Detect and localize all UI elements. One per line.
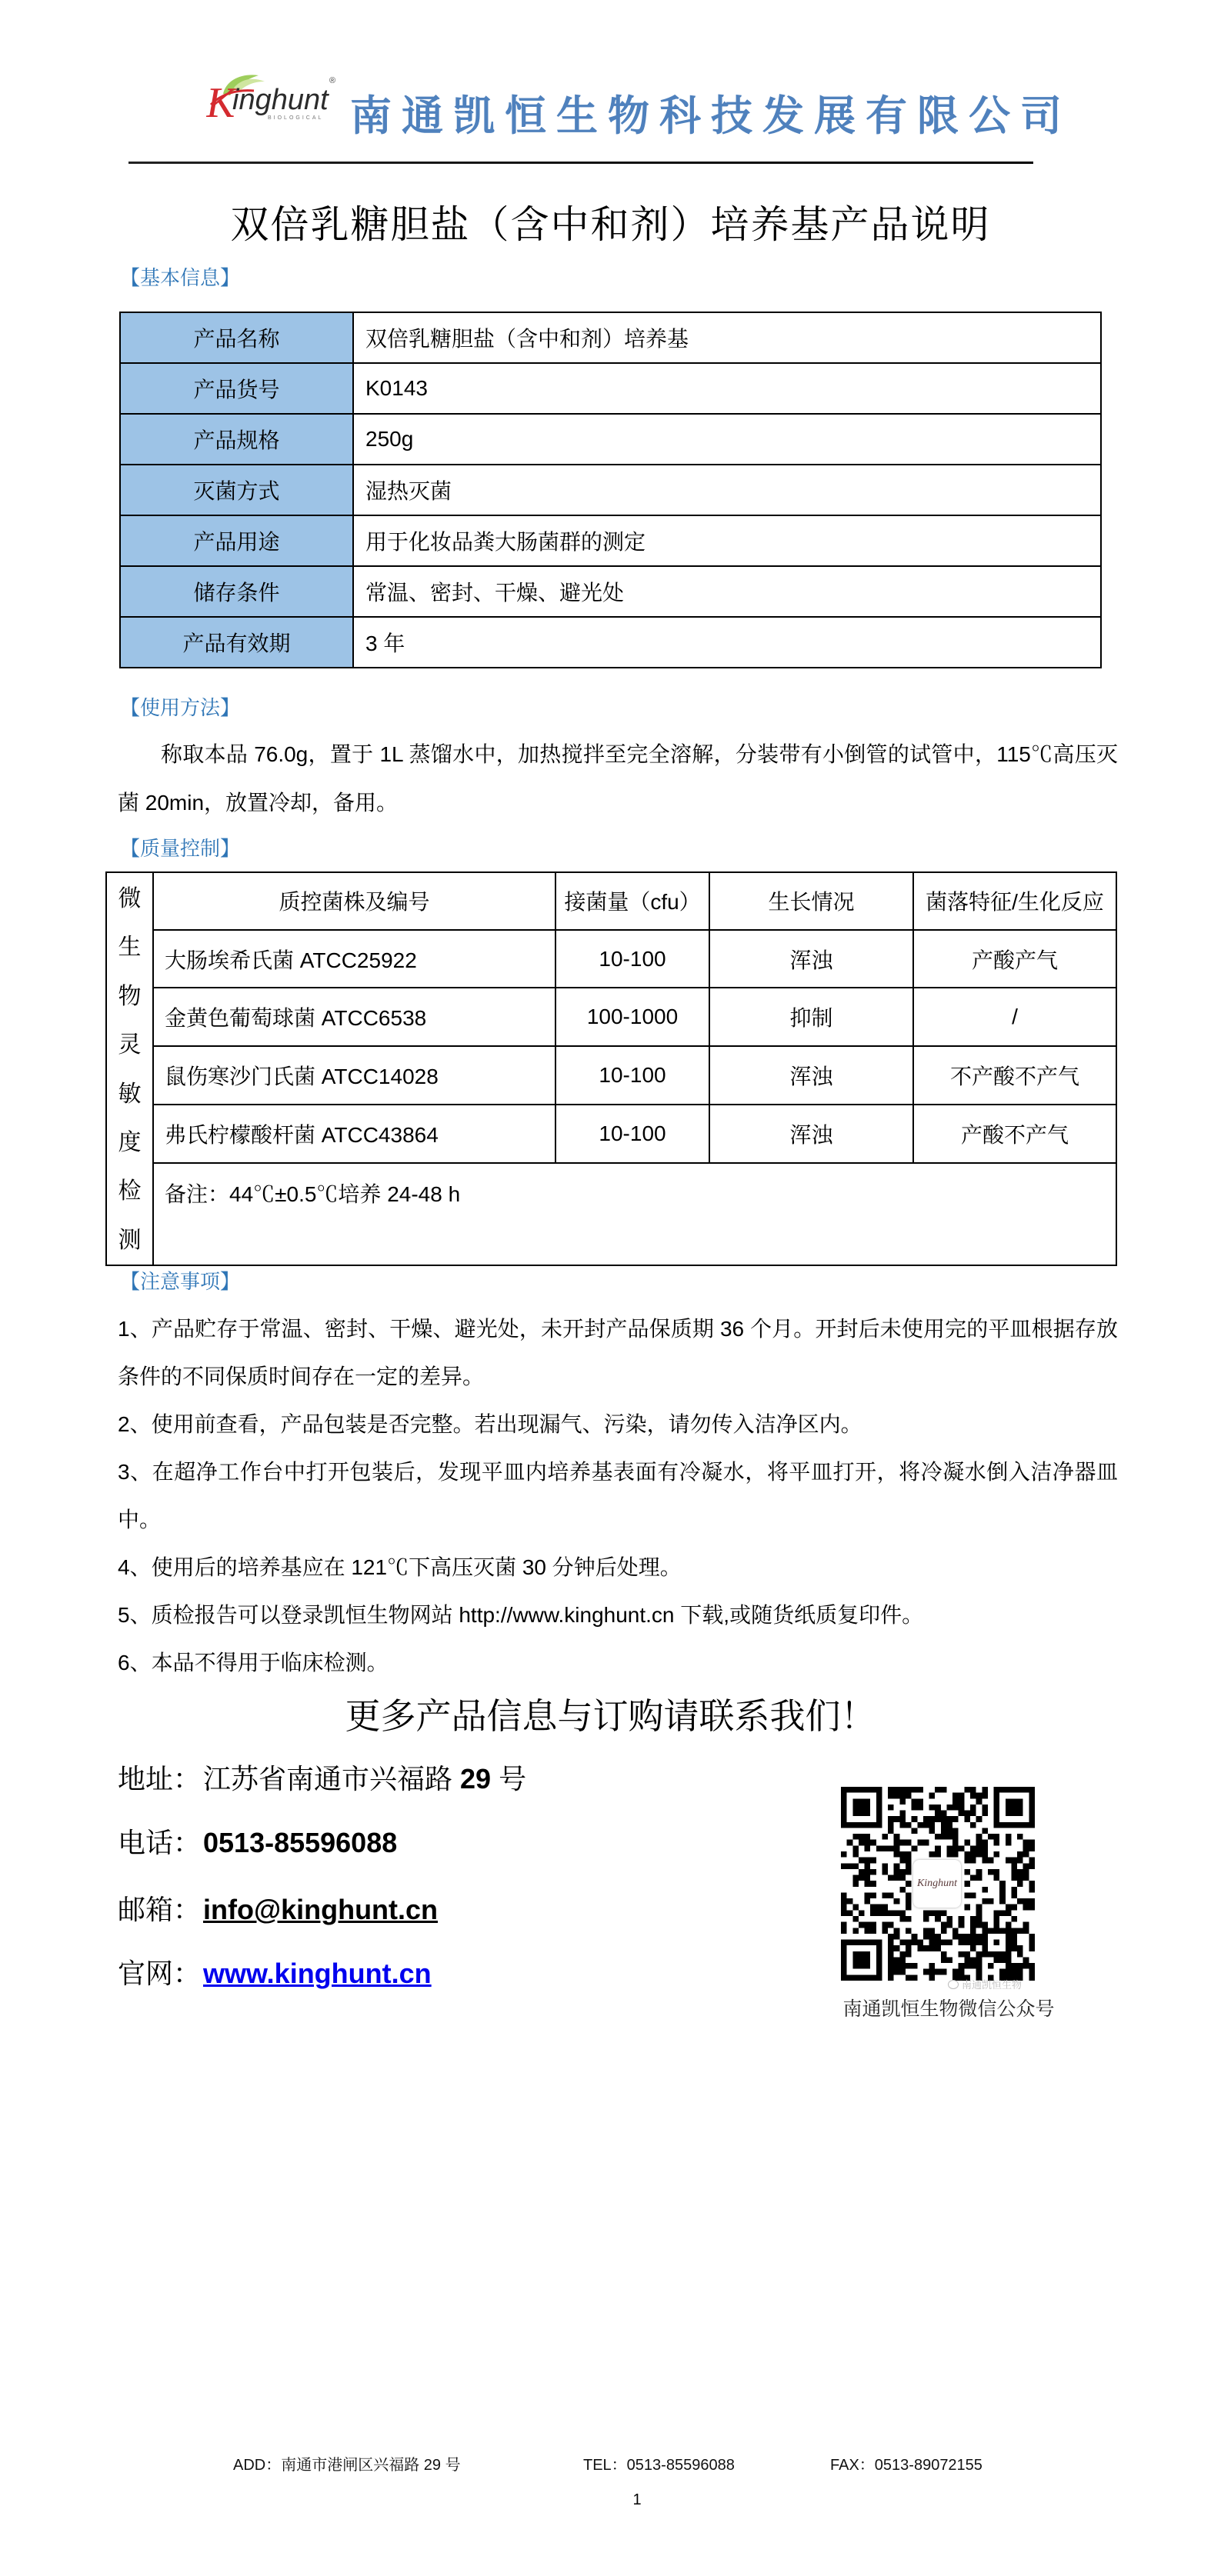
info-row xyxy=(120,363,1101,414)
info-value: 用于化妆品粪大肠菌群的测定 xyxy=(353,515,1101,566)
svg-text:inghunt: inghunt xyxy=(232,84,329,116)
info-row xyxy=(120,566,1101,617)
column-header-inoculum: 接菌量（cfu） xyxy=(555,872,709,930)
qr-watermark-text: 南通凯恒生物 xyxy=(962,1979,1023,1991)
header-divider xyxy=(128,162,1033,164)
growth-cell: 浑浊 xyxy=(709,1046,913,1105)
list-item: 2、使用前查看，产品包装是否完整。若出现漏气、污染，请勿传入洁净区内。 xyxy=(118,1412,862,1436)
info-value: 250g xyxy=(353,414,1101,465)
page-title: 双倍乳糖胆盐（含中和剂）培养基产品说明 xyxy=(230,203,991,246)
list-item: 4、使用后的培养基应在 121℃下高压灭菌 30 分钟后处理。 xyxy=(118,1555,682,1579)
reaction-cell: 不产酸不产气 xyxy=(913,1046,1116,1105)
table-row xyxy=(106,988,1116,1046)
table-row xyxy=(106,1046,1116,1105)
quality-control-table xyxy=(105,871,1117,1266)
side-label-char: 微 xyxy=(118,886,142,911)
side-label-char: 度 xyxy=(118,1129,142,1155)
info-row xyxy=(120,465,1101,515)
contact-phone xyxy=(118,1820,397,1866)
footer-fax: FAX：0513-89072155 xyxy=(830,2457,982,2474)
address-number: 29 xyxy=(460,1763,492,1795)
inoculum-cell: 100-1000 xyxy=(555,988,709,1046)
info-label: 产品有效期 xyxy=(120,617,353,668)
kinghunt-logo xyxy=(206,71,341,122)
list-item: 1、产品贮存于常温、密封、干燥、避光处，未开封产品保质期 36 个月。开封后未使用完的平皿根据存放条件的不同保质时间存在一定的差异。 xyxy=(118,1317,1118,1388)
side-label-char: 灵 xyxy=(118,1032,142,1058)
strain-cell: 弗氏柠檬酸杆菌 ATCC43864 xyxy=(153,1105,555,1163)
list-item: 6、本品不得用于临床检测。 xyxy=(118,1651,389,1675)
company-name: 南通凯恒生物科技发展有限公司 xyxy=(350,91,1072,140)
contact-heading: 更多产品信息与订购请联系我们！ xyxy=(345,1696,876,1736)
info-row xyxy=(120,617,1101,668)
website-link[interactable]: www.kinghunt.cn xyxy=(203,1958,432,1989)
page-number: 1 xyxy=(632,2491,642,2508)
basic-info-table xyxy=(119,312,1102,668)
section-heading-basic-info: 【基本信息】 xyxy=(120,266,241,289)
qc-header-row xyxy=(106,872,1116,930)
side-label-char: 物 xyxy=(118,983,142,1009)
inoculum-cell: 10-100 xyxy=(555,1105,709,1163)
contact-address xyxy=(118,1756,526,1802)
side-label-char: 生 xyxy=(118,935,142,961)
growth-cell: 浑浊 xyxy=(709,1105,913,1163)
strain-cell: 鼠伤寒沙门氏菌 ATCC14028 xyxy=(153,1046,555,1105)
side-label-char: 检 xyxy=(118,1178,142,1205)
address-label: 地址： xyxy=(118,1763,202,1795)
column-header-reaction: 菌落特征/生化反应 xyxy=(913,872,1116,930)
contact-email xyxy=(118,1887,438,1933)
table-row xyxy=(106,1105,1116,1163)
info-row xyxy=(120,312,1101,363)
info-value: 双倍乳糖胆盐（含中和剂）培养基 xyxy=(353,312,1101,363)
section-heading-notes: 【注意事项】 xyxy=(120,1270,241,1293)
qc-note-row xyxy=(106,1163,1116,1265)
info-value: 湿热灭菌 xyxy=(353,465,1101,515)
side-label-char: 测 xyxy=(118,1227,142,1253)
footer-tel: TEL：0513-85596088 xyxy=(583,2457,735,2474)
notes-list xyxy=(118,1305,1118,1687)
inoculum-cell: 10-100 xyxy=(555,1046,709,1105)
info-value: 常温、密封、干燥、避光处 xyxy=(353,566,1101,617)
svg-text:®: ® xyxy=(329,76,336,85)
qr-watermark xyxy=(948,1977,1022,1991)
qc-note: 备注：44℃±0.5℃培养 24-48 h xyxy=(153,1163,1116,1265)
column-header-growth: 生长情况 xyxy=(709,872,913,930)
list-item: 3、在超净工作台中打开包装后，发现平皿内培养基表面有冷凝水，将平皿打开，将冷凝水倒入洁净器皿中。 xyxy=(118,1460,1118,1531)
info-label: 产品用途 xyxy=(120,515,353,566)
email-link[interactable]: info@kinghunt.cn xyxy=(203,1894,439,1925)
info-label: 灭菌方式 xyxy=(120,465,353,515)
info-row xyxy=(120,515,1101,566)
phone-label: 电话： xyxy=(118,1827,202,1858)
info-label: 产品名称 xyxy=(120,312,353,363)
info-row xyxy=(120,414,1101,465)
reaction-cell: 产酸产气 xyxy=(913,930,1116,988)
strain-cell: 金黄色葡萄球菌 ATCC6538 xyxy=(153,988,555,1046)
svg-text:K: K xyxy=(206,79,235,122)
address-suffix: 号 xyxy=(491,1763,527,1795)
address-value: 江苏省南通市兴福路 xyxy=(203,1763,461,1795)
qr-center-logo: Kinghunt xyxy=(913,1860,961,1908)
website-label: 官网： xyxy=(118,1958,202,1989)
growth-cell: 抑制 xyxy=(709,988,913,1046)
usage-paragraph: 称取本品 76.0g，置于 1L 蒸馏水中，加热搅拌至完全溶解，分装带有小倒管的试管中，115℃高压灭菌 20min，放置冷却，备用。 xyxy=(118,742,1118,815)
info-label: 产品规格 xyxy=(120,414,353,465)
phone-value: 0513-85596088 xyxy=(203,1827,398,1858)
section-heading-quality-control: 【质量控制】 xyxy=(120,837,241,860)
section-heading-usage: 【使用方法】 xyxy=(120,696,241,719)
reaction-cell: / xyxy=(913,988,1116,1046)
side-label-char: 敏 xyxy=(118,1081,142,1107)
qr-caption: 南通凯恒生物微信公众号 xyxy=(842,1998,1055,2020)
wechat-icon xyxy=(948,1980,959,1989)
column-header-strain: 质控菌株及编号 xyxy=(153,872,555,930)
info-label: 产品货号 xyxy=(120,363,353,414)
reaction-cell: 产酸不产气 xyxy=(913,1105,1116,1163)
info-value: 3 年 xyxy=(353,617,1101,668)
strain-cell: 大肠埃希氏菌 ATCC25922 xyxy=(153,930,555,988)
info-value: K0143 xyxy=(353,363,1101,414)
inoculum-cell: 10-100 xyxy=(555,930,709,988)
qc-side-label xyxy=(106,872,153,1265)
table-row xyxy=(106,930,1116,988)
footer-address: ADD：南通市港闸区兴福路 29 号 xyxy=(233,2457,461,2474)
growth-cell: 浑浊 xyxy=(709,930,913,988)
email-label: 邮箱： xyxy=(118,1894,202,1925)
list-item: 5、质检报告可以登录凯恒生物网站 http://www.kinghunt.cn 下载,或随货纸质复印件。 xyxy=(118,1603,924,1627)
contact-website xyxy=(118,1951,432,1997)
svg-text:BIOLOGICAL: BIOLOGICAL xyxy=(268,115,324,121)
info-label: 储存条件 xyxy=(120,566,353,617)
